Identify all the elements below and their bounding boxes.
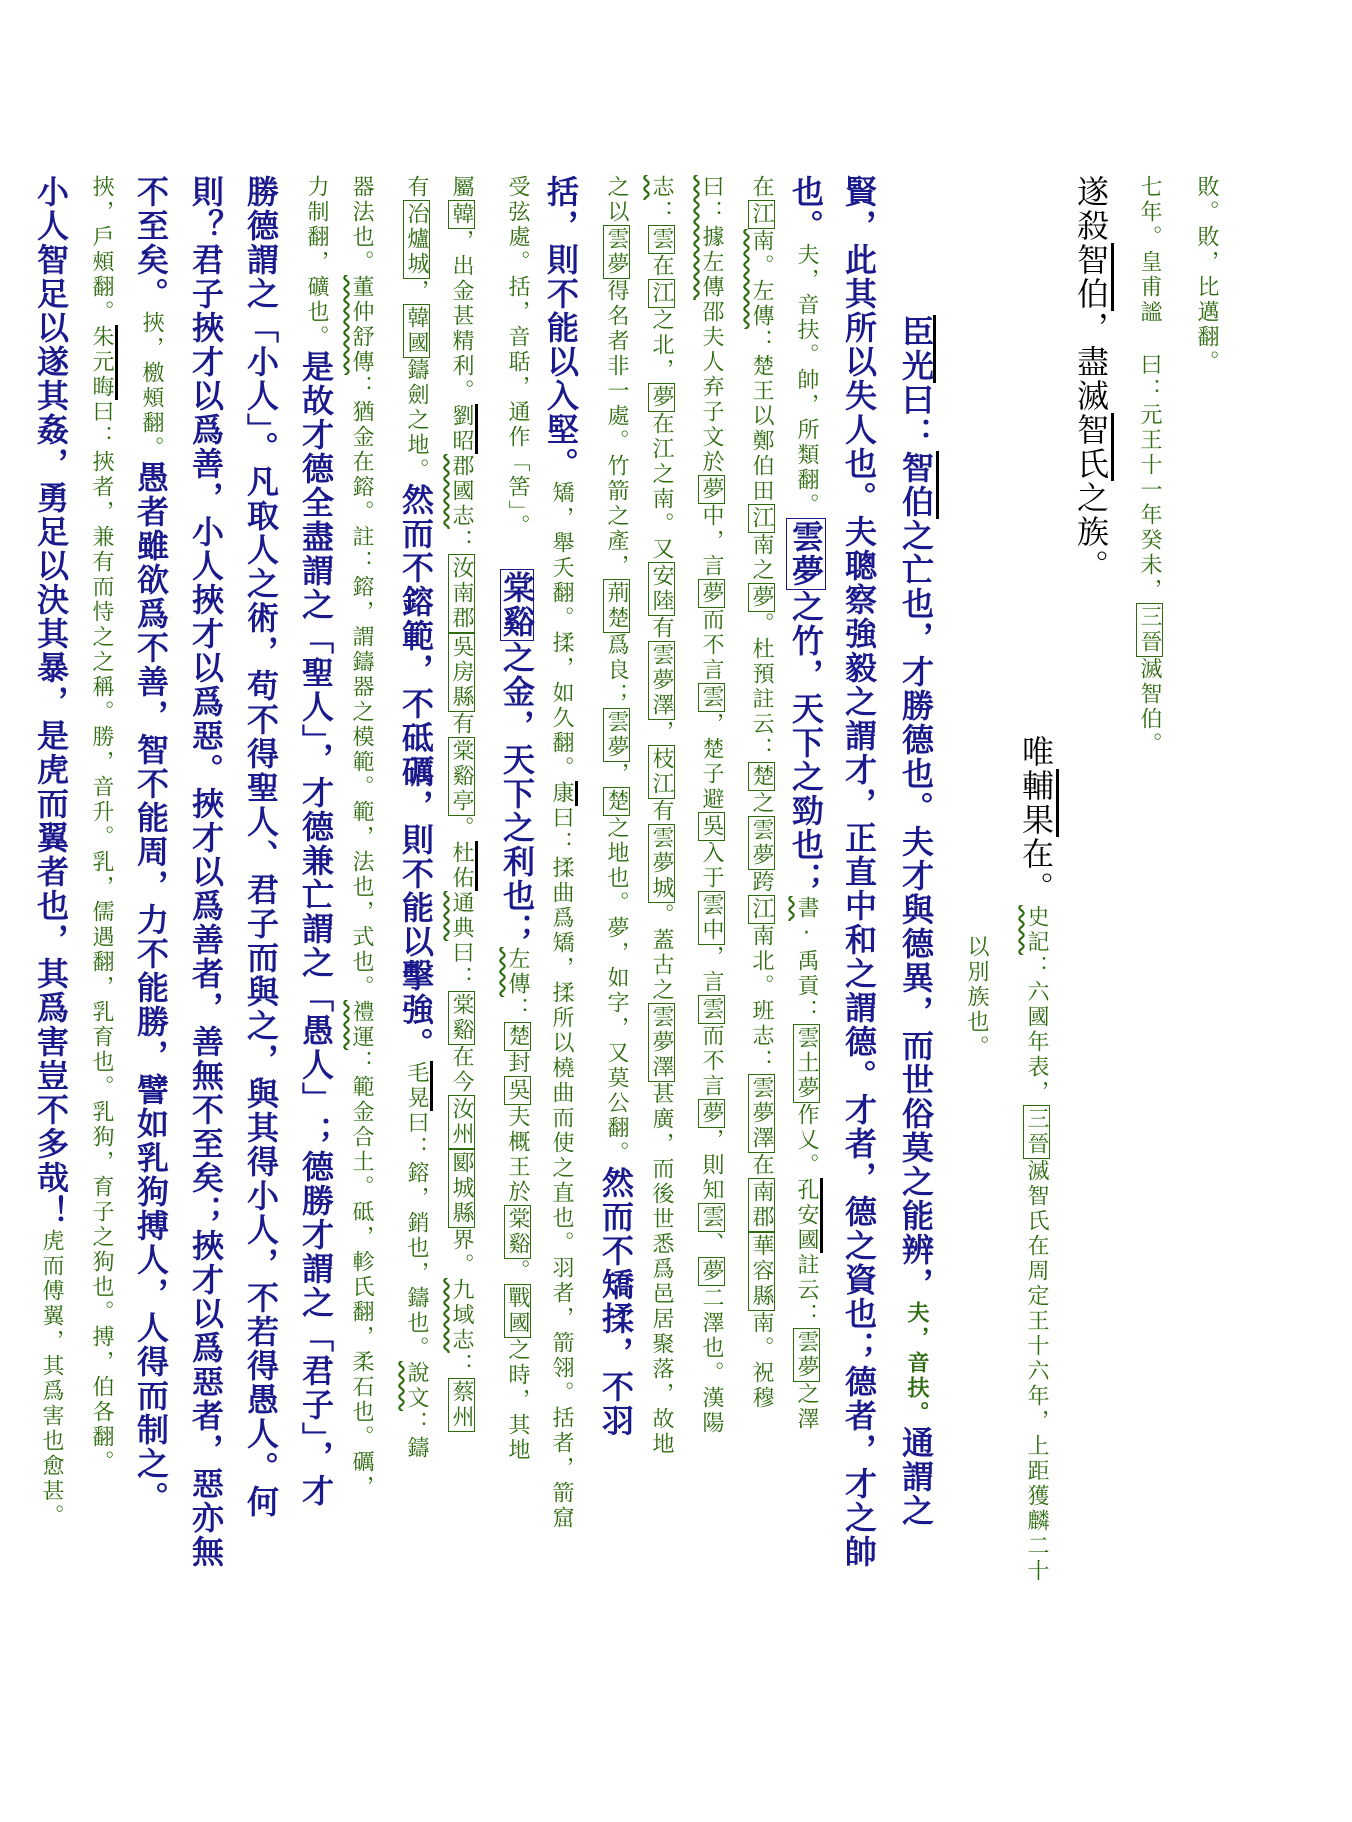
- text-segment: 在今: [449, 1045, 474, 1095]
- place-name: 雲夢: [604, 227, 629, 277]
- text-segment: ，言: [699, 945, 724, 995]
- text-segment: 挾，戶頰翻。: [89, 175, 114, 325]
- place-name: 雲夢: [749, 818, 774, 868]
- text-segment: 在。: [1017, 837, 1055, 905]
- text-column: [90, 175, 112, 1475]
- book-title: 南。左傳: [749, 229, 774, 329]
- place-name: 吳: [699, 814, 724, 839]
- place-name: 夢: [699, 1259, 724, 1284]
- text-segment: 有: [404, 175, 429, 200]
- text-segment: 中，言: [699, 504, 724, 579]
- text-segment: 在: [749, 175, 774, 200]
- book-title: 通典: [449, 891, 474, 941]
- place-name: 冶爐城: [404, 202, 429, 277]
- text-column: [242, 175, 280, 1519]
- text-segment: 虎而傅翼，其爲害也愈甚。: [39, 1229, 64, 1529]
- place-name: 楚: [604, 789, 629, 814]
- place-name: 夢: [649, 385, 674, 410]
- text-segment: 夫，音扶。帥，所類翻。: [794, 243, 819, 518]
- place-name: 汝南郡: [449, 556, 474, 631]
- text-segment: 界。: [449, 1228, 474, 1278]
- text-segment: 通謂之: [897, 1426, 935, 1528]
- place-name: 江: [749, 506, 774, 531]
- text-segment: ·禹貢：: [794, 921, 819, 1024]
- text-segment: 屬: [449, 175, 474, 200]
- text-segment: 。杜預註云：: [749, 612, 774, 762]
- text-column: [542, 175, 580, 1531]
- text-segment: ：猶金在鎔。註：鎔，謂鑄器之模範。範，法也，式也。: [349, 375, 374, 1000]
- place-name: 安陸: [649, 564, 674, 614]
- text-segment: 矯，舉夭翻。揉，如久翻。: [549, 481, 574, 781]
- text-segment: ：範金合土。砥，軫氏翻，柔石也。礪，: [349, 1050, 374, 1500]
- place-name: 楚: [749, 764, 774, 789]
- text-column: [700, 175, 722, 1436]
- place-name: 夢: [699, 477, 724, 502]
- place-name: 韓國: [404, 306, 429, 356]
- place-name: 吳房縣: [449, 635, 474, 710]
- place-name: 雲夢澤: [649, 643, 674, 718]
- place-name: 雲夢: [787, 520, 825, 588]
- place-name: 棠谿: [449, 993, 474, 1043]
- text-segment: 有: [649, 616, 674, 641]
- text-segment: 七年。皇甫謐 曰：元王十一年癸未，: [1137, 175, 1162, 603]
- text-column: [650, 175, 672, 1457]
- text-segment: 之竹，天下之勁也；: [787, 590, 825, 896]
- text-segment: ：六國年表，: [1024, 955, 1049, 1105]
- text-column: [897, 175, 936, 1528]
- text-segment: 曰：揉曲爲矯，揉所以橈曲而使之直也。羽者，箭翎。括者，箭窟: [549, 806, 574, 1531]
- text-segment: 愚者雖欲爲不善，智不能周，力不能勝，譬如乳狗搏人，人得而制之。: [132, 461, 170, 1515]
- place-name: 蔡州: [449, 1380, 474, 1430]
- text-segment: 之金，天下之利也；: [498, 641, 536, 947]
- text-segment: 夫，音扶。: [904, 1301, 929, 1426]
- text-segment: 則？君子挾才以爲善，小人挾才以爲惡。挾才以爲善者，善無不至矣；挾才以爲惡者，惡亦無: [187, 175, 225, 1569]
- text-segment: 之: [749, 791, 774, 816]
- text-segment: ，: [604, 762, 629, 787]
- place-name: 戰國: [505, 1286, 530, 1336]
- text-segment: 之族。: [1072, 481, 1110, 583]
- book-title: 禮運: [349, 1000, 374, 1050]
- text-column: [1017, 175, 1055, 1584]
- text-segment: 之北，: [649, 308, 674, 383]
- text-segment: 有: [449, 712, 474, 737]
- place-name: 夢: [699, 581, 724, 606]
- text-segment: 跨: [749, 870, 774, 895]
- text-segment: ，則知: [699, 1128, 724, 1203]
- text-segment: 南。祝穆: [749, 1311, 774, 1411]
- text-segment: 曰：鎔，銷也，鑄也。: [404, 1111, 429, 1361]
- text-segment: ：: [449, 1353, 474, 1378]
- book-title: 書: [794, 896, 819, 921]
- text-segment: 遂殺: [1072, 175, 1110, 243]
- place-name: 棠谿: [505, 1207, 530, 1257]
- text-segment: 二澤也。漢陽: [699, 1286, 724, 1436]
- text-segment: 封: [505, 1051, 530, 1076]
- person-name: 輔果: [1017, 769, 1059, 837]
- text-segment: 唯: [1017, 735, 1055, 769]
- place-name: 雲: [699, 685, 724, 710]
- text-segment: ，: [404, 279, 429, 304]
- text-segment: ：楚王以鄭伯田: [749, 329, 774, 504]
- text-segment: 滅智伯。: [1137, 657, 1162, 757]
- text-segment: 。: [449, 816, 474, 841]
- place-name: 江: [749, 202, 774, 227]
- place-name: 雲中: [699, 893, 724, 943]
- text-segment: 之澤: [794, 1382, 819, 1432]
- text-segment: 爲良；: [604, 633, 629, 708]
- text-segment: 器法也。: [349, 175, 374, 275]
- place-name: 雲夢澤: [749, 1076, 774, 1151]
- text-segment: ，: [649, 720, 674, 745]
- text-column: [1195, 175, 1217, 375]
- place-name: 三晉: [1137, 605, 1162, 655]
- text-segment: 挾，檄頰翻。: [139, 311, 164, 461]
- place-name: 枝江: [649, 747, 674, 797]
- text-segment: 在: [649, 254, 674, 279]
- text-segment: 。蓋古之: [649, 903, 674, 1003]
- text-segment: 是故才德全盡謂之「聖人」，才德兼亡謂之「愚人」；德勝才謂之「君子」，才: [297, 350, 335, 1508]
- text-segment: ，出金甚精利。: [449, 229, 474, 404]
- text-segment: 而不言: [699, 608, 724, 683]
- text-column: [500, 175, 534, 1463]
- text-segment: 曰：: [897, 383, 935, 451]
- text-column: [597, 175, 635, 1438]
- text-column: [840, 175, 878, 1569]
- text-column: [397, 175, 435, 1461]
- text-segment: 南北。班志：: [749, 924, 774, 1074]
- text-segment: 然而不鎔範，不砥礪，則不能以擊強。: [397, 483, 435, 1061]
- book-title: 九域志: [449, 1278, 474, 1353]
- place-name: 雲: [699, 1205, 724, 1230]
- place-name: 華容縣: [749, 1234, 774, 1309]
- text-segment: ：: [449, 529, 474, 554]
- text-segment: 、: [699, 1232, 724, 1257]
- text-column: [1138, 175, 1160, 757]
- place-name: 雲夢城: [649, 826, 674, 901]
- text-column: [132, 175, 170, 1515]
- place-name: 楚: [505, 1024, 530, 1049]
- text-segment: 之時，其地: [505, 1338, 530, 1463]
- person-name: 毛晃: [404, 1061, 433, 1111]
- person-name: 朱元晦: [89, 325, 118, 400]
- text-column: [787, 175, 825, 1432]
- book-title: 董仲舒傳: [349, 275, 374, 375]
- person-name: 劉昭: [449, 404, 478, 454]
- person-name: 智伯: [1072, 243, 1114, 311]
- person-name: 智氏: [1072, 413, 1114, 481]
- text-segment: 括，則不能以入堅。: [542, 175, 580, 481]
- text-segment: 力制翻，礦也。: [304, 175, 329, 350]
- text-segment: 邵夫人弃子文於: [699, 300, 724, 475]
- text-segment: 之以: [604, 175, 629, 225]
- place-name: 棠谿: [498, 571, 536, 639]
- text-segment: ，楚子避: [699, 712, 724, 812]
- place-name: 江: [749, 897, 774, 922]
- text-segment: 。: [505, 1259, 530, 1284]
- text-segment: ：鑄: [404, 1411, 429, 1461]
- text-segment: 夫概王於: [505, 1105, 530, 1205]
- text-column: [450, 175, 472, 1432]
- text-column: [350, 175, 372, 1500]
- text-segment: 註云：: [794, 1253, 819, 1328]
- place-name: 雲夢: [794, 1330, 819, 1380]
- text-segment: 入于: [699, 841, 724, 891]
- book-title: 志: [649, 175, 674, 200]
- text-column: [32, 175, 70, 1529]
- text-column: [965, 175, 987, 1060]
- text-segment: 曰：: [449, 941, 474, 991]
- place-name: 棠谿亭: [449, 739, 474, 814]
- text-segment: 在江之南。又: [649, 412, 674, 562]
- place-name: 雲: [649, 227, 674, 252]
- text-segment: 鑄劍之地。: [404, 358, 429, 483]
- place-name: 江: [649, 281, 674, 306]
- text-segment: 然而不矯揉，不羽: [597, 1166, 635, 1438]
- place-name: 吳: [505, 1078, 530, 1103]
- text-segment: 勝德謂之「小人」。凡取人之術，苟不得聖人、君子而與之，與其得小人，不若得愚人。何: [242, 175, 280, 1519]
- place-name: 雲夢: [604, 710, 629, 760]
- place-name: 南郡: [749, 1180, 774, 1230]
- book-title: 郡國志: [449, 454, 474, 529]
- text-segment: 受弦處。括，音聒，通作「筈」。: [505, 175, 530, 539]
- text-segment: 滅智氏在周定王十六年，上距獲麟二十: [1024, 1159, 1049, 1584]
- text-segment: 甚廣，而後世悉爲邑居聚落，故地: [649, 1082, 674, 1457]
- person-name: 孔安國: [794, 1178, 823, 1253]
- person-name: 康: [549, 781, 578, 806]
- text-segment: ，盡滅: [1072, 311, 1110, 413]
- text-segment: 有: [649, 799, 674, 824]
- text-segment: 小人智足以遂其姦，勇足以決其暴，是虎而翼者也，其爲害豈不多哉！: [32, 175, 70, 1229]
- text-column: [1072, 175, 1110, 583]
- place-name: 雲土夢: [794, 1026, 819, 1101]
- place-name: 郾城縣: [449, 1151, 474, 1226]
- book-title: 左傳: [505, 947, 530, 997]
- text-segment: 作乂。: [794, 1103, 819, 1178]
- text-segment: ：: [505, 997, 530, 1022]
- book-title: 史記: [1024, 905, 1049, 955]
- text-segment: 在: [749, 1153, 774, 1178]
- text-segment: 南之: [749, 533, 774, 583]
- text-segment: 而不言: [699, 1024, 724, 1099]
- text-column: [297, 175, 335, 1508]
- text-column: [750, 175, 772, 1411]
- text-segment: 之地也。夢，如字，又莫公翻。: [604, 816, 629, 1166]
- book-title: 說文: [404, 1361, 429, 1411]
- text-segment: 敗。敗，比邁翻。: [1194, 175, 1219, 375]
- place-name: 雲: [699, 997, 724, 1022]
- text-segment: 賢，此其所以失人也。夫聰察強毅之謂才，正直中和之謂德。才者，德之資也；德者，才之帥: [840, 175, 878, 1569]
- place-name: 夢: [749, 585, 774, 610]
- text-column: [187, 175, 225, 1569]
- person-name: 杜佑: [449, 841, 478, 891]
- place-name: 夢: [699, 1101, 724, 1126]
- place-name: 荊楚: [604, 581, 629, 631]
- book-title: 曰：據左傳: [699, 175, 724, 300]
- place-name: 雲夢澤: [649, 1005, 674, 1080]
- text-segment: 以別族也。: [964, 935, 989, 1060]
- place-name: 韓: [449, 202, 474, 227]
- text-segment: 之亡也，才勝德也。夫才與德異，而世俗莫之能辨，: [897, 519, 935, 1301]
- text-segment: 曰：挾者，兼有而恃之之稱。勝，音升。乳，儒遇翻，乳育也。乳狗，育子之狗也。搏，伯各翻。: [89, 400, 114, 1475]
- text-segment: 不至矣。: [132, 175, 170, 311]
- text-segment: ：: [649, 200, 674, 225]
- place-name: 汝州: [449, 1097, 474, 1147]
- text-segment: 得名者非一處。竹箭之產，: [604, 279, 629, 579]
- person-name: 臣光: [897, 315, 935, 383]
- person-name: 智伯: [897, 451, 939, 519]
- place-name: 三晉: [1024, 1107, 1049, 1157]
- text-segment: 也。: [787, 175, 825, 243]
